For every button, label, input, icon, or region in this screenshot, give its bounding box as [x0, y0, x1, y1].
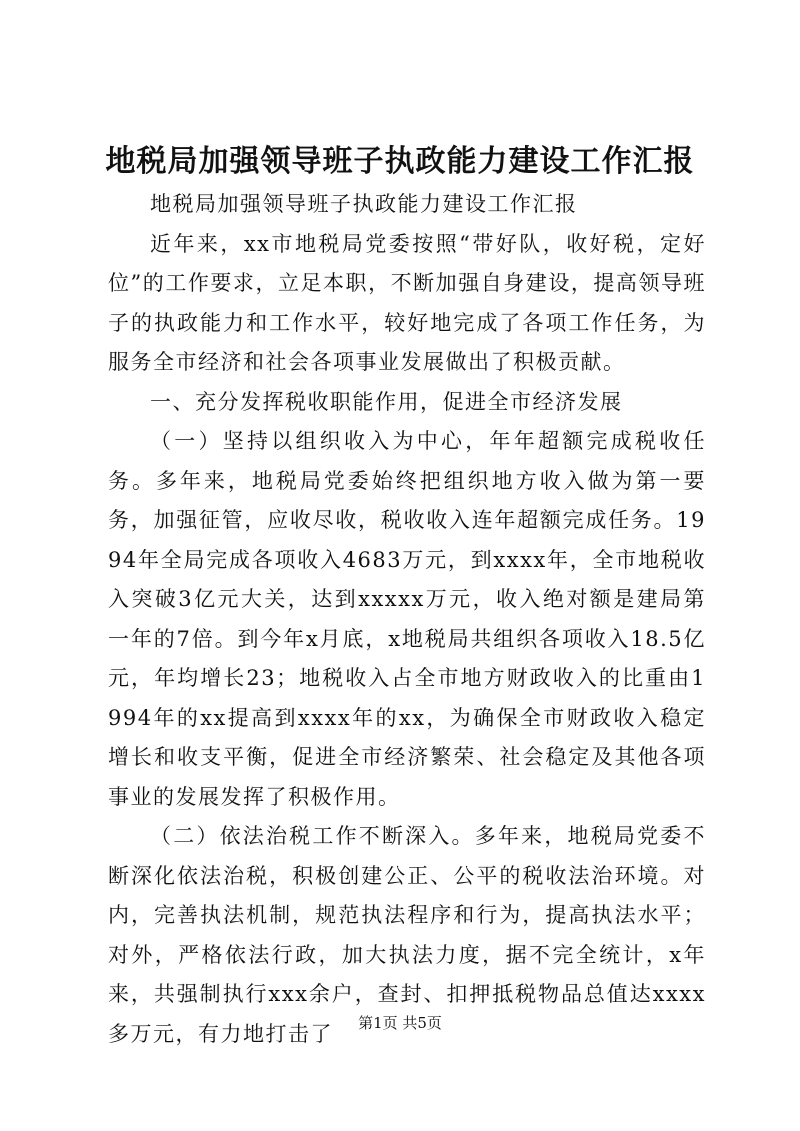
paragraph-subtitle: 地税局加强领导班子执政能力建设工作汇报 — [150, 192, 578, 216]
document-body — [108, 185, 706, 1054]
page-number-footer: 第1页 共5页 — [358, 1014, 442, 1032]
paragraph-revenue: （一）坚持以组织收入为中心，年年超额完成税收任务。多年来，地税局党委始终把组织地方收入做为第一要务，加强征管，应收尽收，税收收入连年超额完成任务。1994年全局完成各项收入4683万元，到xxxx年，全市地税收入突破3亿元大关，达到xxxxx万元，收入绝对额是建局第一年的7倍。到今年x月底，x地税局共组织各项收入18.5亿元，年均增长23；地税收入占全市地方财政收入的比重由1994年的xx提高到xxxx年的xx，为确保全市财政收入稳定增长和收支平衡，促进全市经济繁荣、社会稳定及其他各项事业的发展发挥了积极作用。 — [108, 429, 706, 809]
paragraph-intro: 近年来，xx市地税局党委按照“带好队，收好税，定好位”的工作要求，立足本职，不断加强自身建设，提高领导班子的执政能力和工作水平，较好地完成了各项工作任务，为服务全市经济和社会各项事业发展做出了积极贡献。 — [108, 231, 706, 374]
paragraph-rule-of-law: （二）依法治税工作不断深入。多年来，地税局党委不断深化依法治税，积极创建公正、公平的税收法治环境。对内，完善执法机制，规范执法程序和行为，提高执法水平；对外，严格依法行政，加大执法力度，据不完全统计，x年来，共强制执行xxx余户，查封、扣押抵税物品总值达xxxx多万元，有力地打击了 — [108, 824, 706, 1046]
document-title: 地税局加强领导班子执政能力建设工作汇报 — [105, 144, 695, 179]
section-heading-1: 一、充分发挥税收职能作用，促进全市经济发展 — [150, 389, 623, 414]
